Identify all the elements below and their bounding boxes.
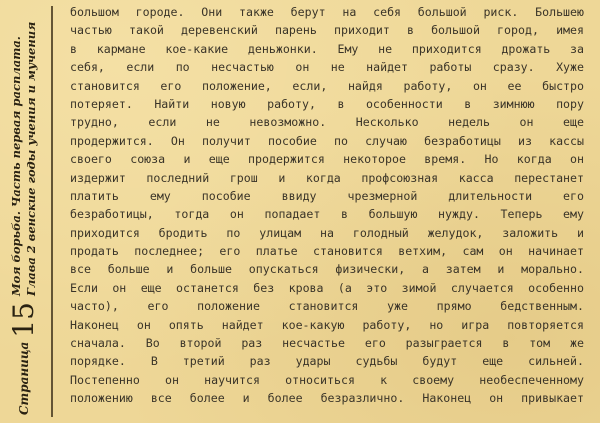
text-line: продать последнее; его платье становится ветхим, сам он начинает [70, 244, 584, 259]
side-header-rotated [0, 0, 48, 423]
text-line: порядке. В третий раз удары судьбы будут еще сильней. [70, 354, 584, 369]
text-line: приходится бродить по улицам на голодный желудок, заложить и [70, 225, 584, 240]
side-header [0, 0, 48, 423]
text-line: платить ему пособие ввиду чрезмерной длительности его [70, 188, 584, 203]
text-line: в кармане кое-какие деньжонки. Ему не приходится дрожать за [70, 41, 584, 56]
text-line: потеряет. Найти новую работу, в особенности в зимнюю пору [70, 96, 584, 111]
text-line: большом городе. Они также берут на себя большой риск. Большею [70, 5, 584, 19]
text-line: становится его положение, если, найдя работу, он ее быстро [70, 78, 584, 93]
text-line: положению все более и более безразлично. Наконец он привыкает [70, 391, 584, 406]
text-line: частью такой деревенский парень приходит в большой город, имея [70, 23, 584, 38]
text-line: все больше и больше опускаться физически, а затем и морально. [70, 262, 584, 277]
text-line: издержит последний грош и когда профсоюзная касса перестанет [70, 170, 584, 185]
page-label: Страница [17, 341, 31, 415]
text-line: часто), его положение становится уже прямо бедственным. [70, 299, 584, 314]
header-divider [51, 6, 53, 417]
page-number: 15 [7, 302, 40, 338]
header-title-block [9, 22, 39, 296]
body-text [70, 3, 584, 419]
text-line: Наконец он опять найдет кое-какую работу, но игра повторяется [70, 317, 584, 332]
header-chapter-title: Глава 2 венские годы учения и мучения [24, 21, 38, 297]
text-line: трудно, если не невозможно. Несколько недель он еще [70, 115, 584, 130]
header-book-title: Моя борьба. Часть первая расплата. [9, 36, 23, 297]
text-line: продержится. Он получит пособие по случаю безработицы из кассы [70, 133, 584, 148]
text-line: Если он еще останется без крова (а это зимой случается особенно [70, 280, 584, 295]
text-line: безработицы, тогда он попадает в большую нужду. Теперь ему [70, 207, 584, 222]
text-line: сначала. Во второй раз несчастье его разыграется в том же [70, 336, 584, 351]
text-line: Постепенно он научится относиться к своему необеспеченному [70, 372, 584, 387]
text-line: себя, если по несчастью он не найдет работы сразу. Хуже [70, 60, 584, 75]
text-line: своего союза и еще продержится некоторое время. Но когда он [70, 152, 584, 167]
